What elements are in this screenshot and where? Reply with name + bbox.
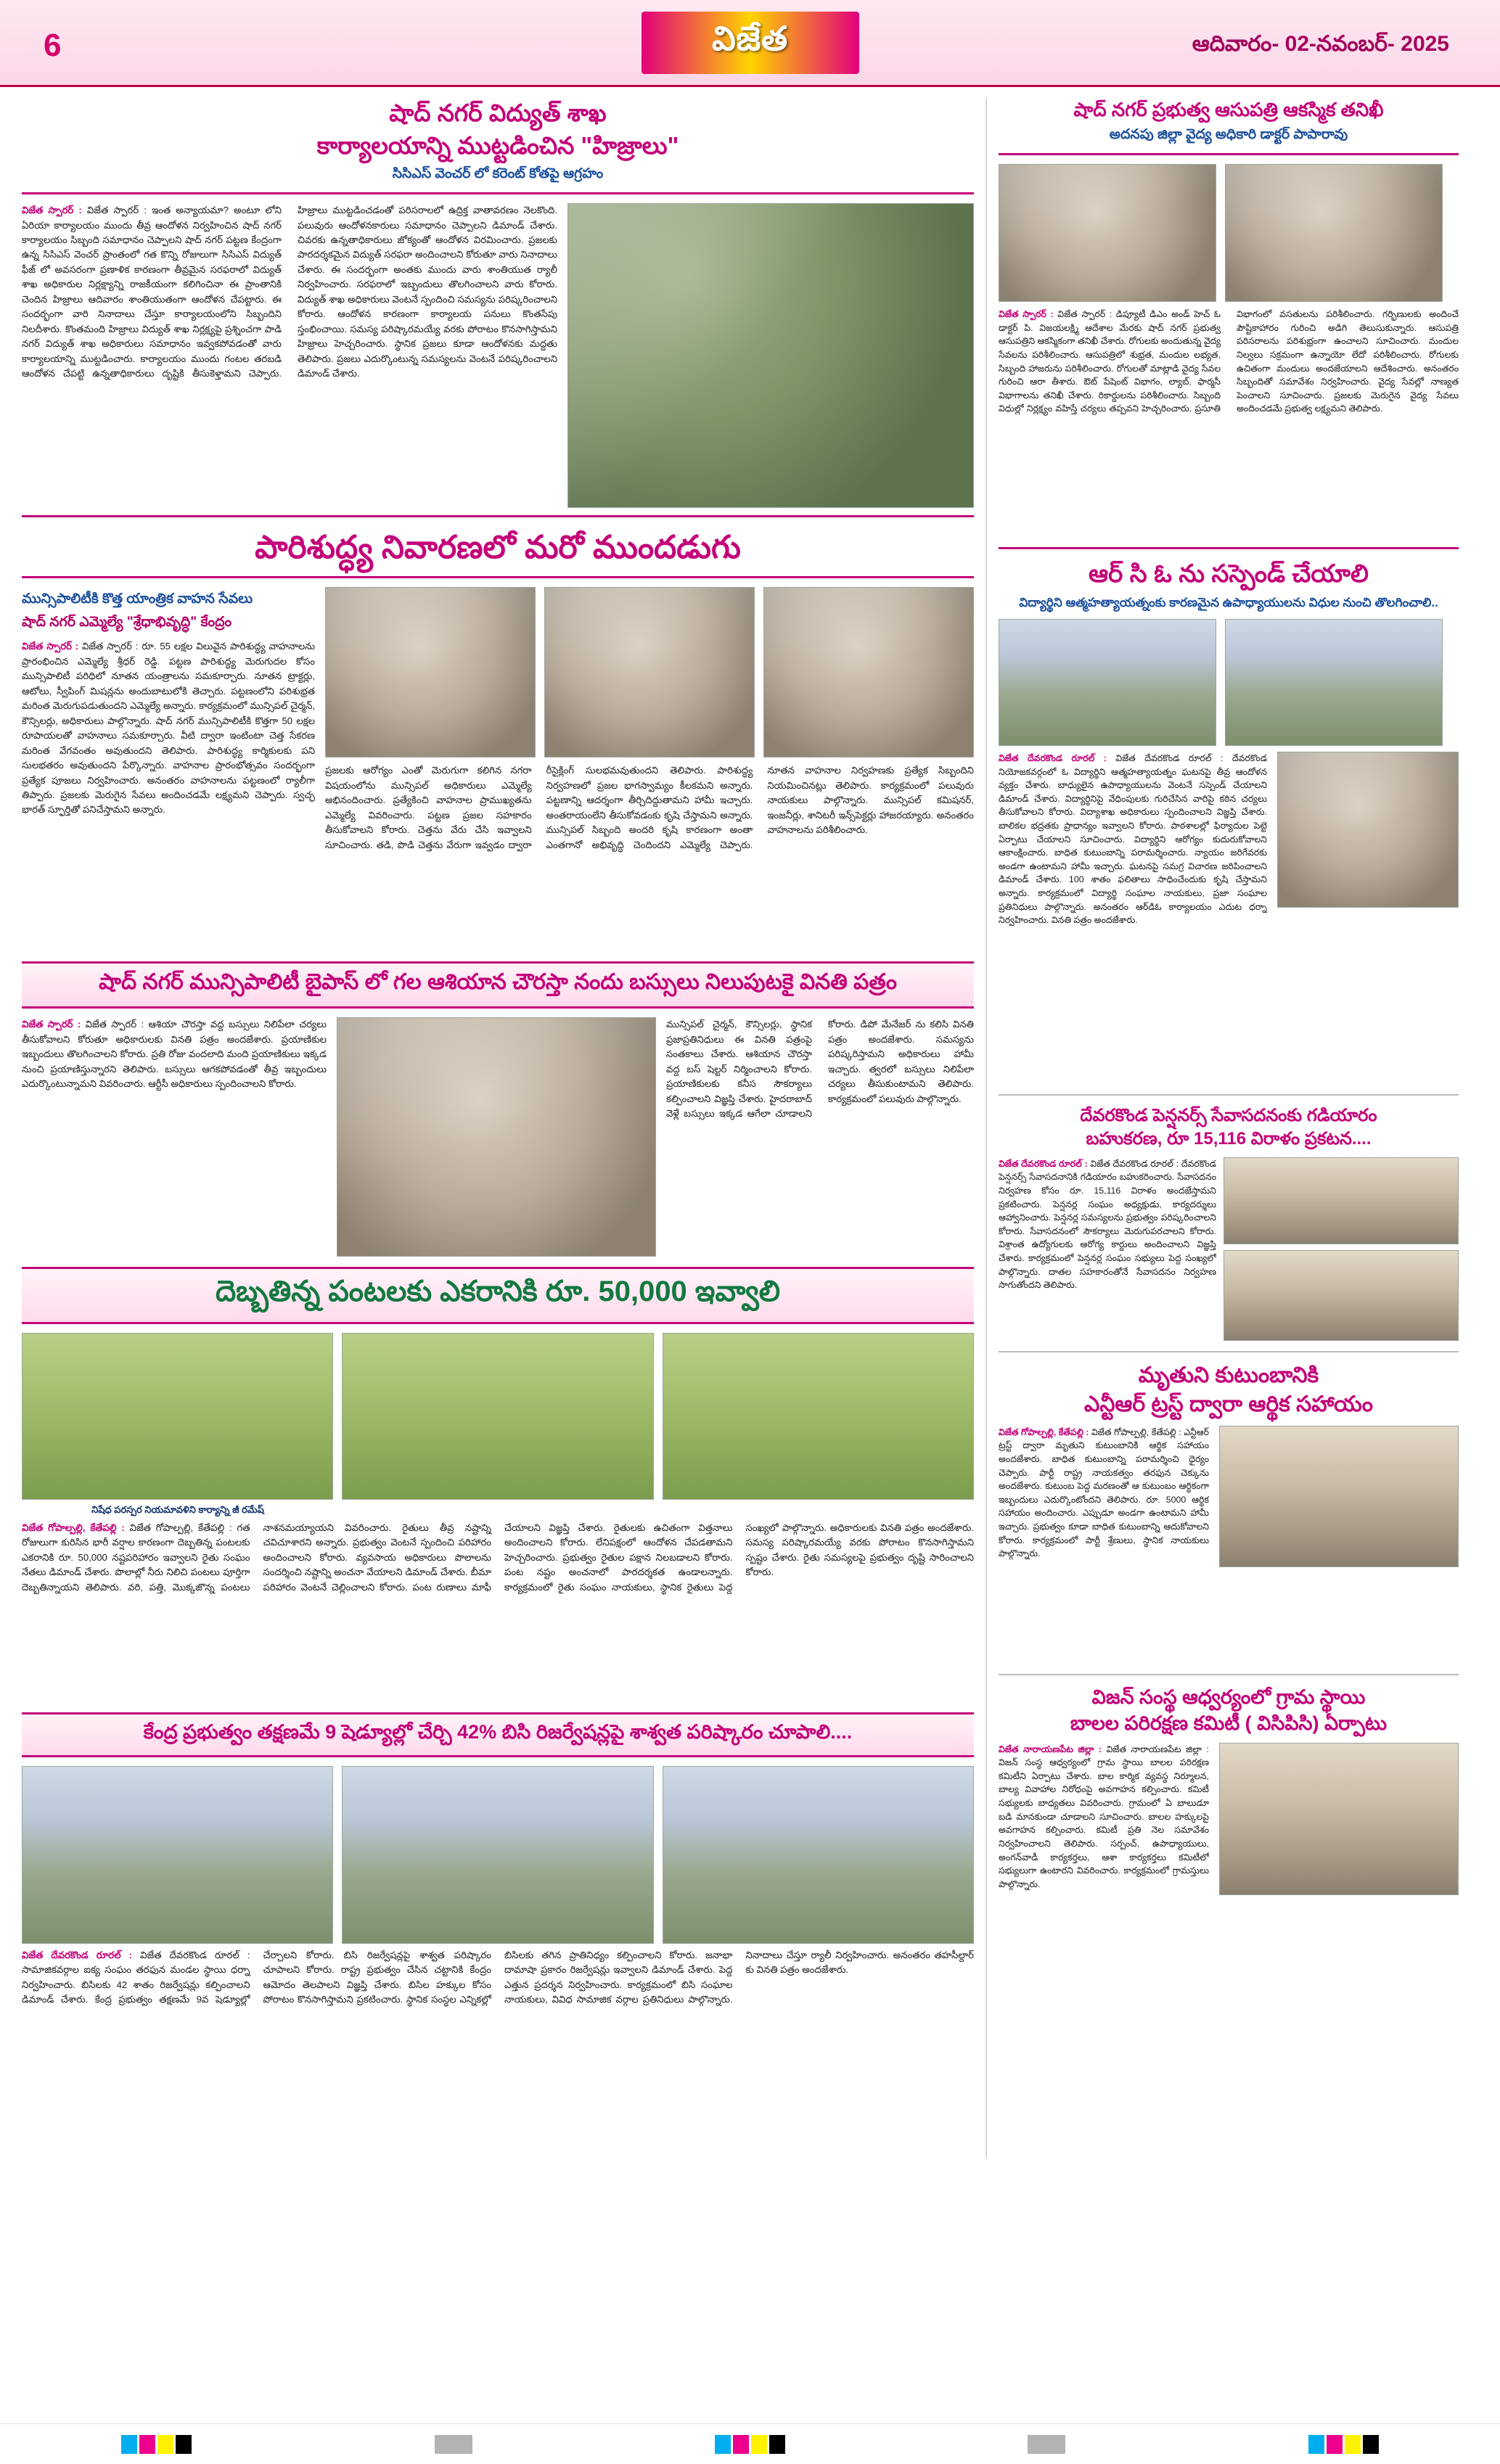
color-swatch-cyan <box>715 2435 731 2454</box>
byline: విజేత స్పారర్ : <box>999 309 1054 320</box>
cb-group-center <box>715 2435 785 2454</box>
grey-patch <box>435 2435 472 2454</box>
article-photo <box>544 587 755 757</box>
banner <box>22 1267 974 1324</box>
article-body-col1: విజేత గోపాల్పల్లి, కేతేపల్లి : గత రోజులుగా కురిసిన భారీ వర్షాల కారణంగా దెబ్బతిన్న పంటలకు ఎకరానికి రూ. 50,000 నష్టపరిహారం ఇవ్వాలని రైతు సంఘం నేతలు డిమాండ్ చేశారు. పొలాల్లో నీరు నిలిచి పంటలు పూర్తిగా దెబ్బతిన్నాయని తెలిపారు. వరి, పత్తి, మొక్కజొన్న పంటలు నాశనమయ్యాయని వివరించారు. <box>22 1522 392 1593</box>
color-swatch-yellow <box>751 2435 767 2454</box>
article-photo <box>663 1766 974 1944</box>
headline-line-2: విద్యార్థిని ఆత్మహత్యాయత్నంకు కారణమైన ఉపాధ్యాయులను విధుల నుంచి తొలగించాలి.. <box>1019 595 1438 609</box>
article-photo <box>342 1766 653 1944</box>
article-body-col2: ప్రజలకు ఆరోగ్యం ఎంతో మెరుగుగా కలిగిన నగరా విషయంలోను మున్సిపల్ అధికారులు ఎమ్మెల్యే అభినందించారు. ప్రత్యేకించి వాహనాల ప్రాముఖ్యతను ఎమ్మెల్యే వివరించారు. పట్టణ ప్రజల సహకారం తీసుకోవాలని కోరారు. చెత్తను వేరు చేసి ఇవ్వాలని సూచించారు. తడి, పొడి చెత్తను వేరుగా ఇవ్వడం ద్వారా రీసైక్లింగ్ సులభమవుతుందని తెలిపారు. పారిశుద్ధ్య నిర్వహణలో ప్రజల భాగస్వామ్యం కీలకమని అన్నారు. పట్టణాన్ని ఆదర్శంగా తీర్చిదిద్దుతామని హామీ ఇచ్చారు. <box>325 765 753 850</box>
color-swatch-yellow <box>157 2435 173 2454</box>
article-body: విజేత దేవరకొండ రూరల్ : దేవరకొండ పెన్షనర్స్ సేవాసదనానికి గడియారం బహుకరించారు. సేవాసదనం నిర్వహణ కోసం రూ. 15,116 విరాళం అందజేస్తామని ప్రకటించారు. పెన్షనర్ల సంఘం అధ్యక్షుడు, కార్యదర్శులు ఆహ్వానించారు. పెన్షనర్ల సమస్యలను ప్రభుత్వం పరిష్కరించాలని కోరారు. సేవాసదనంలో సౌకర్యాలు మెరుగుపరచాలని కోరారు. విశ్రాంత ఉద్యోగులకు ఆరోగ్య కార్డులు అందించాలని విజ్ఞప్తి చేశారు. కార్యక్రమంలో పెన్షనర్ల సంఘం సభ్యులు పెద్ద సంఖ్యలో పాల్గొన్నారు. దాతల సహకారంతోనే సేవాసదనం నిర్వహణ సాగుతోందని తెలిపారు. <box>999 1158 1216 1291</box>
headline-line-1: షాద్ నగర్ విద్యుత్ శాఖ <box>389 99 607 126</box>
photo-caption: నిషేధ పరస్పర నియమావళిని కార్యాన్ని జీ రమేష్ <box>91 1504 264 1516</box>
newspaper-logo <box>642 12 859 74</box>
main-column <box>22 97 987 2159</box>
article-photo <box>1277 752 1459 908</box>
divider <box>999 547 1459 549</box>
divider <box>999 1674 1459 1675</box>
masthead <box>0 0 1500 87</box>
article-sanitation-vehicles <box>22 526 974 951</box>
article-body-col2: మున్సిపల్ చైర్మన్, కౌన్సిలర్లు, స్థానిక ప్రజాప్రతినిధులు ఈ వినతి పత్రంపై సంతకాలు చేశారు. ఆశియాన చౌరస్తా వద్ద బస్ షెల్టర్ నిర్మించాలని కోరారు. ప్రయాణికులకు కనీస సౌకర్యాలు కల్పించాలని విజ్ఞప్తి చేశారు. హైదరాబాద్ వెళ్లే బస్సులు ఇక్కడ ఆగేలా చూడాలని కోరారు. <box>666 1019 856 1120</box>
article-body-col1: విజేత స్పారర్ : రూ. 55 లక్షల విలువైన పారిశుద్ధ్య వాహనాలను ప్రారంభించిన ఎమ్మెల్యే శ్రీధర్ రెడ్డి. పట్టణ పారిశుద్ధ్య మెరుగుదల కోసం మున్సిపాలిటీ పరిధిలో నూతన యంత్రాలను సమకూర్చారు. నూతన ట్రాక్టర్లు, ఆటోలు, స్వీపింగ్ మిషన్లను అందుబాటులోకి తెచ్చారు. పట్టణంలోని పరిశుభ్రత మరింత మెరుగుపడుతుందని ఎమ్మెల్యే అన్నారు. కార్యక్రమంలో మున్సిపల్ చైర్మన్, కౌన్సిలర్లు, అధికారులు పాల్గొన్నారు. షాద్ నగర్ మున్సిపాలిటీకి కొత్తగా 50 లక్షల రూపాయలతో వాహనాలు సమకూర్చారు. వీటి ద్వారా ఇంటింటా చెత్త సేకరణ మరింత వేగవంతం అవుతుందని తెలిపారు. పారిశుద్ధ్య కార్మికులకు పని సులభతరం అవుతుందని పేర్కొన్నారు. వాహనాల ప్రారంభోత్సవం సందర్భంగా ప్రత్యేక పూజలు నిర్వహించారు. అనంతరం వాహనాలను పట్టణంలో ర్యాలీగా తిప్పారు. ప్రజలకు మెరుగైన సేవలు అందించడమే లక్ష్యమని చెప్పారు. స్వచ్ఛ భారత్ స్ఫూర్తితో పనిచేస్తామని అన్నారు. <box>22 641 315 816</box>
byline: విజేత గోపాల్పల్లి, కేతేపల్లి : <box>999 1426 1089 1437</box>
article-body-col3: స్థానిక సంస్థల ఎన్నికల్లో బిసిలకు తగిన ప్రాతినిధ్యం కల్పించాలని కోరారు. జనాభా దామాషా ప్రకారం రిజర్వేషన్లు ఇవ్వాలని డిమాండ్ చేశారు. పెద్ద ఎత్తున ప్రదర్శన నిర్వహించారు. <box>406 1950 733 2005</box>
headline: షాద్ నగర్ ప్రభుత్వ ఆసుపత్రి ఆకస్మిక తనిఖీ <box>1073 99 1384 120</box>
article-crop-compensation <box>22 1267 974 1702</box>
color-swatch-magenta <box>733 2435 749 2454</box>
byline: విజేత స్పారర్ : <box>22 205 82 216</box>
banner-headline: కేంద్ర ప్రభుత్వం తక్షణమే 9 షెడ్యూల్లో చేర్చి 42% బిసి రిజర్వేషన్లపై శాశ్వత పరిష్కారం చూపాలి.... <box>143 1721 853 1744</box>
divider <box>22 192 974 194</box>
article-body-col3: డిపో మేనేజర్ ను కలిసి వినతి పత్రం అందజేశారు. సమస్యను పరిష్కరిస్తామని అధికారులు హామీ ఇచ్చారు. త్వరలో బస్సులు నిలిపేలా చర్యలు తీసుకుంటామని తెలిపారు. కార్యక్రమంలో పలువురు పాల్గొన్నారు. <box>828 1019 974 1104</box>
banner <box>22 1712 974 1757</box>
banner-headline: షాద్ నగర్ మున్సిపాలిటీ బైపాస్ లో గల ఆశియాన చౌరస్తా నందు బస్సులు నిలుపుటకై వినతి పత్రం <box>99 970 897 995</box>
issue-date: ఆదివారం- 02-నవంబర్- 2025 <box>1192 32 1449 56</box>
article-body: విజేత గోపాల్పల్లి, కేతేపల్లి : ఎన్టీఆర్ ట్రస్ట్ ద్వారా మృతుని కుటుంబానికి ఆర్థిక సహాయం అందజేశారు. బాధిత కుటుంబాన్ని పరామర్శించి ధైర్యం చెప్పారు. పార్టీ రాష్ట్ర నాయకత్వం తరఫున చెక్కును అందజేశారు. కుటుంబ పెద్ద మరణంతో ఆ కుటుంబం ఆర్థికంగా ఇబ్బందులు ఎదుర్కొంటోందని తెలిపారు. రూ. 5000 ఆర్థిక సహాయం అందించారు. ఎప్పుడూ అండగా ఉంటామని హామీ ఇచ్చారు. ప్రభుత్వం కూడా బాధిత కుటుంబాన్ని ఆదుకోవాలని కోరారు. కార్యక్రమంలో పార్టీ శ్రేణులు, స్థానిక నాయకులు పాల్గొన్నారు. <box>999 1426 1209 1559</box>
article-body-col3: అంతరాయంలేని తీసుకోవడంకు కృషి చేస్తామని అన్నారు. మున్సిపల్ సిబ్బంది అందరి కృషి కారణంగా అంతా ఎంతగానో అభివృద్ధి చెందిందని ఎమ్మెల్యే చెప్పారు. నూతన వాహనాల నిర్వహణకు ప్రత్యేక సిబ్బందిని నియమించినట్లు తెలిపారు. కార్యక్రమంలో పలువురు నాయకులు పాల్గొన్నారు. మున్సిపల్ కమిషనర్, ఇంజనీర్లు, శానిటరీ ఇన్స్‌పెక్టర్లు హాజరయ్యారు. అనంతరం వాహనాలను పరిశీలించారు. <box>546 765 974 850</box>
byline: విజేత నారాయణపేట జిల్లా : <box>999 1744 1102 1754</box>
byline: విజేత దేవరకొండ రూరల్ : <box>999 752 1107 763</box>
grey-patch <box>1028 2435 1065 2454</box>
article-bus-stop-petition <box>22 961 974 1257</box>
color-swatch-black <box>1363 2435 1379 2454</box>
byline: విజేత గోపాల్పల్లి, కేతేపల్లి : <box>22 1522 125 1534</box>
article-photo <box>325 587 536 757</box>
article-photo <box>1225 619 1443 746</box>
article-photo <box>1219 1426 1459 1567</box>
article-photo <box>567 203 974 508</box>
divider <box>999 1094 1459 1096</box>
article-hijras-protest <box>22 97 974 508</box>
banner <box>22 961 974 1009</box>
headline-line-1: ఆర్ సి ఓ ను సస్పెండ్ చేయాలి <box>1089 560 1369 588</box>
page-number: 6 <box>44 28 62 63</box>
color-swatch-black <box>176 2435 192 2454</box>
article-rco-suspension <box>999 558 1459 1085</box>
banner-headline: దెబ్బతిన్న పంటలకు ఎకరానికి రూ. 50,000 ఇవ్వాలి <box>215 1276 781 1308</box>
byline: విజేత స్పారర్ : <box>22 641 79 652</box>
divider <box>999 153 1459 155</box>
article-photo <box>337 1017 656 1257</box>
headline-line-1: విజన్ సంస్థ ఆధ్వర్యంలో గ్రామ స్థాయి <box>1091 1685 1366 1708</box>
article-body: విజేత దేవరకొండ రూరల్ : దేవరకొండ నియోజకవర్గంలో ఓ విద్యార్థిని ఆత్మహత్యాయత్నం ఘటనపై తీవ్ర ఆందోళన వ్యక్తం చేశారు. బాధ్యులైన ఉపాధ్యాయులను వెంటనే సస్పెండ్ చేయాలని డిమాండ్ చేశారు. విద్యార్థినిపై వేధింపులకు గురిచేసిన వారిపై కఠిన చర్యలు తీసుకోవాలని కోరారు. విద్యాశాఖ అధికారులు స్పందించాలని విజ్ఞప్తి చేశారు. బాలికల భద్రతకు ప్రాధాన్యం ఇవ్వాలని కోరారు. పాఠశాలల్లో ఫిర్యాదుల పెట్టె ఏర్పాటు చేయాలని సూచించారు. విద్యార్థిని ఆరోగ్యం కుదురుకోవాలని ఆకాంక్షించారు. బాధిత కుటుంబాన్ని పరామర్శించారు. న్యాయం జరిగేవరకు అండగా ఉంటామని హామీ ఇచ్చారు. ఘటనపై సమగ్ర విచారణ జరిపించాలని డిమాండ్ చేశారు. 100 శాతం ఫలితాలు సాధించేందుకు కృషి చేస్తామని అన్నారు. కార్యక్రమంలో విద్యార్థి సంఘాల నాయకులు, ప్రజా సంఘాల ప్రతినిధులు పాల్గొన్నారు. అనంతరం ఆర్‌డిఓ కార్యాలయం ఎదుట ధర్నా నిర్వహించారు. వినతి పత్రం అందజేశారు. <box>999 752 1267 926</box>
article-photo <box>999 619 1216 746</box>
article-photo <box>22 1766 333 1944</box>
article-body: విజేత స్పారర్ : డిప్యూటీ డిఎం అండ్ హెచ్ ఓ డాక్టర్ పి. విజయలక్ష్మి ఆదేశాల మేరకు షాద్ నగర్ ప్రభుత్వ ఆసుపత్రిని ఆకస్మికంగా తనిఖీ చేశారు. రోగులకు అందుతున్న వైద్య సేవలను పరిశీలించారు. ఆసుపత్రిలో శుభ్రత, మందుల లభ్యత, సిబ్బంది హాజరును పరిశీలించారు. రోగులతో మాట్లాడి వైద్య సేవల గురించి ఆరా తీశారు. ఔట్ పేషెంట్ విభాగం, ల్యాబ్, ఫార్మసీ విభాగాలను తనిఖీ చేశారు. రికార్డులను పరిశీలించారు. సిబ్బంది విధుల్లో నిర్లక్ష్యం వహిస్తే చర్యలు తప్పవని హెచ్చరించారు. ప్రసూతి విభాగంలో వసతులను పరిశీలించారు. గర్భిణులకు అందించే పౌష్టికాహారం గురించి అడిగి తెలుసుకున్నారు. ఆసుపత్రి పరిసరాలను పరిశుభ్రంగా ఉంచాలని సూచించారు. మందుల నిల్వలు సక్రమంగా ఉన్నాయో లేదో పరిశీలించారు. రోగులకు ఉచితంగా మందులు అందజేయాలని ఆదేశించారు. అనంతరం సిబ్బందితో సమావేశం నిర్వహించారు. వైద్య సేవల్లో నాణ్యత పెంచాలని సూచించారు. ప్రజలకు మెరుగైన వైద్య సేవలు అందించడమే ప్రభుత్వ లక్ష్యమని తెలిపారు. <box>999 309 1459 414</box>
article-body: విజేత నారాయణపేట జిల్లా : విజన్ సంస్థ ఆధ్వర్యంలో గ్రామ స్థాయి బాలల పరిరక్షణ కమిటీని ఏర్పాటు చేశారు. బాల కార్మిక వ్యవస్థ నిర్మూలన, బాల్య వివాహాల నిరోధంపై అవగాహన కల్పించారు. కమిటీ సభ్యులకు బాధ్యతలు వివరించారు. గ్రామంలో ఏ బాలుడూ బడి మానకుండా చూడాలని సూచించారు. బాలల హక్కులపై అవగాహన కల్పించారు. కమిటీ ప్రతి నెల సమావేశం నిర్వహించాలని తెలిపారు. సర్పంచ్, ఉపాధ్యాయులు, అంగన్‌వాడీ కార్యకర్తలు, ఆశా కార్యకర్తలు కమిటీలో సభ్యులుగా ఉంటారని వివరించారు. కార్యక్రమంలో గ్రామస్తులు పాల్గొన్నారు. <box>999 1744 1209 1889</box>
color-swatch-magenta <box>139 2435 155 2454</box>
article-body-col3: పంట రుణాలు మాఫీ చేయాలని విజ్ఞప్తి చేశారు. రైతులకు ఉచితంగా విత్తనాలు అందించాలని కోరారు. లేనిపక్షంలో ఆందోళన చేపడతామని హెచ్చరించారు. ప్రభుత్వం రైతుల పక్షాన నిలబడాలని కోరారు. పంట నష్టం అంచనాలో పారదర్శకత ఉండాలన్నారు. <box>412 1522 733 1593</box>
byline: విజేత దేవరకొండ రూరల్ : <box>999 1158 1088 1169</box>
article-body-col4: కార్యక్రమంలో రైతు సంఘం నాయకులు, స్థానిక రైతులు పెద్ద సంఖ్యలో పాల్గొన్నారు. అధికారులకు వినతి పత్రం అందజేశారు. సమస్య పరిష్కారమయ్యే వరకు పోరాటం కొనసాగిస్తామని స్పష్టం చేశారు. రైతు సమస్యలపై ప్రభుత్వం దృష్టి సారించాలని కోరారు. <box>504 1522 974 1593</box>
sub-headline-1: మున్సిపాలిటీకి కొత్త యాంత్రిక వాహన సేవలు <box>22 591 253 607</box>
color-swatch-magenta <box>1327 2435 1343 2454</box>
color-registration-bars <box>0 2423 1500 2464</box>
color-swatch-black <box>769 2435 785 2454</box>
sub-headline: సిసిఎస్ వెంచర్ లో కరెంట్ కోతపై ఆగ్రహం <box>392 166 604 182</box>
byline: విజేత దేవరకొండ రూరల్ : <box>22 1950 133 1961</box>
divider <box>22 576 974 578</box>
article-body-col2: బిసి రిజర్వేషన్లపై శాశ్వత పరిష్కారం చూపాలని కోరారు. రాష్ట్ర ప్రభుత్వం చేసిన చట్టానికి కేంద్రం ఆమోదం తెలపాలని విజ్ఞప్తి చేశారు. బిసిల హక్కుల కోసం పోరాటం కొనసాగిస్తామని ప్రకటించారు. <box>263 1950 491 2005</box>
article-photo <box>1219 1743 1459 1895</box>
headline-line-2: ఎన్టీఆర్ ట్రస్ట్ ద్వారా ఆర్థిక సహాయం <box>1084 1392 1373 1417</box>
cb-group-right <box>1308 2435 1379 2454</box>
article-body: విజేత స్పారర్ : ఇంత అన్యాయమా? అంటూ లోని ఏరియా కార్యాలయం ముందు తీవ్ర ఆందోళన నిర్వహించిన షాద్ నగర్ కార్యాలయం సిబ్బంది సమాధానం చెప్పాలని షాద్ నగర్ పట్టణ కేంద్రంగా ఉన్న సిసిఎస్ వెంచర్ ప్రాంతంలో గత కొన్ని రోజులుగా సిసిఎస్ విద్యుత్ ఫీజ్ లో అవసరంగా ప్రణాళిక కారణంగా తీవ్రమైన సరఫరాలో విద్యుత్ శాఖ అధికారుల నిర్లక్ష్యాన్ని రాజకీయంగా కలిగించినా ఈ ప్రాంతానికి చెందిన హిజ్రాలు ఆదివారం శాంతియుతంగా ఆందోళన చేపట్టారు. ఈ సందర్భంగా వారి నినాదాలు చేస్తూ కార్యాలయంలోని సిబ్బందిని నిలదీశారు. కొంతమంది హిజ్రాలు విద్యుత్ శాఖ నిర్లక్ష్యపై ప్రశ్నించగా పాడి నగర్ విద్యుత్ శాఖ అధికారులు సమాధానం ఇవ్వకపోవడంతో వారు కార్యాలయాన్ని ముట్టడించారు. కార్యాలయం ముందు గంటల తరబడి ఆందోళన చేపట్టి ఉన్నతాధికారులు దృష్టికి తీసుకెళ్తామని చెప్పారు. హిజ్రాలు ముట్టడించడంతో పరిసరాలలో ఉద్రిక్త వాతావరణం నెలకొంది. పలువురు ఆందోళనకారులు సమాధానం చెప్పాలని డిమాండ్ చేశారు. చివరకు ఉన్నతాధికారులు జోక్యంతో ఆందోళన విరమించారు. ప్రజలకు పారదర్శకమైన విద్యుత్ సరఫరా అందించాలని కోరుతూ వారు నినాదాలు చేశారు. ఈ సందర్భంగా అంతకు ముందు వారు శాంతియుత ర్యాలీ నిర్వహించారు. సరఫరాలో ఇబ్బందులు తొలగించాలని వారు కోరారు. విద్యుత్ శాఖ అధికారులు వెంటనే స్పందించి సమస్యను పరిష్కరించాలని కోరారు. ఆందోళన కారణంగా కార్యాలయ పనులు కొంతసేపు స్తంభించాయి. సమస్య పరిష్కారమయ్యే వరకు పోరాటం కొనసాగిస్తామని హిజ్రాలు హెచ్చరించారు. స్థానిక ప్రజలు కూడా ఆందోళనకు మద్దతు తెలిపారు. ప్రజలు ఎదుర్కొంటున్న సమస్యలను వెంటనే పరిష్కరించాలని డిమాండ్ చేశారు. <box>22 205 557 379</box>
article-body-col2: రైతులు తీవ్ర నష్టాన్ని చవిచూశారని అన్నారు. ప్రభుత్వం వెంటనే స్పందించి పరిహారం అందించాలని కోరారు. వ్యవసాయ అధికారులు పొలాలను సందర్శించి నష్టాన్ని అంచనా వేయాలని డిమాండ్ చేశారు. బీమా పరిహారం వెంటనే చెల్లించాలని కోరారు. <box>263 1522 491 1593</box>
logo-text: విజేత <box>711 19 789 57</box>
sub-headline: అదనపు జిల్లా వైద్య అధికారి డాక్టర్ పాపారావు <box>1109 127 1348 143</box>
article-ntr-trust-aid <box>999 1361 1459 1665</box>
article-photo <box>1224 1250 1459 1341</box>
article-hospital-inspection <box>999 97 1459 540</box>
color-swatch-yellow <box>1345 2435 1361 2454</box>
cb-group-left <box>121 2435 192 2454</box>
byline: విజేత స్పారర్ : <box>22 1019 81 1030</box>
article-photo <box>663 1333 974 1500</box>
article-photo <box>22 1333 333 1500</box>
headline-line-1: మృతుని కుటుంబానికి <box>1138 1363 1319 1387</box>
article-bc-reservation <box>22 1712 974 2151</box>
divider <box>22 515 974 517</box>
headline-line-2: కార్యాలయాన్ని ముట్టడించిన "హిజ్రాలు" <box>316 131 679 159</box>
article-child-protection-committee <box>999 1684 1459 1982</box>
headline-line-2: బహుకరణ, రూ 15,116 విరాళం ప్రకటన.... <box>1086 1129 1372 1149</box>
divider <box>999 1351 1459 1352</box>
article-photo <box>999 164 1216 302</box>
right-column <box>987 97 1459 2159</box>
color-swatch-cyan <box>121 2435 137 2454</box>
article-photo <box>1225 164 1443 302</box>
article-photo <box>342 1333 653 1500</box>
article-photo <box>763 587 974 757</box>
color-swatch-cyan <box>1308 2435 1324 2454</box>
article-body-col4: కార్యక్రమంలో బిసి సంఘాల నాయకులు, వివిధ సామాజిక వర్గాల ప్రతినిధులు పాల్గొన్నారు. నినాదాలు చేస్తూ ర్యాలీ నిర్వహించారు. అనంతరం తహసీల్దార్ కు వినతి పత్రం అందజేశారు. <box>504 1950 974 2005</box>
sub-headline-2: షాద్ నగర్ ఎమ్మెల్యే "శ్రేధాభివృద్ధి" కేంద్రం <box>22 615 232 631</box>
article-body-col1: విజేత దేవరకొండ రూరల్ : సామాజికవర్గాల ఐక్య సంఘం తరఫున మండల స్థాయి ధర్నా నిర్వహించారు. బిసిలకు 42 శాతం రిజర్వేషన్లు కల్పించాలని డిమాండ్ చేశారు. కేంద్ర ప్రభుత్వం తక్షణమే 9వ షెడ్యూల్లో చేర్చాలని కోరారు. <box>22 1950 335 2005</box>
article-body-col1: విజేత స్పారర్ : ఆశియా చౌరస్తా వద్ద బస్సులు నిలిపేలా చర్యలు తీసుకోవాలని కోరుతూ అధికారులకు వినతి పత్రం అందజేశారు. ప్రయాణికుల ఇబ్బందులు తొలగించాలని కోరారు. ప్రతి రోజు వందలాది మంది ప్రయాణికులు ఇక్కడ నుంచి ప్రయాణిస్తున్నారని తెలిపారు. బస్సులు ఆగకపోవడంతో తీవ్ర ఇబ్బందులు ఎదుర్కొంటున్నామని వివరించారు. ఆర్టీసీ అధికారులు స్పందించాలని కోరారు. <box>22 1019 327 1090</box>
article-pensioners-clock <box>999 1104 1459 1342</box>
headline-line-1: దేవరకొండ పెన్షనర్స్ సేవాసదనంకు గడియారం <box>1080 1105 1377 1125</box>
article-photo <box>1224 1157 1459 1244</box>
banner-headline: పారిశుద్ధ్య నివారణలో మరో ముందడుగు <box>255 530 741 566</box>
headline-line-2: బాలల పరిరక్షణ కమిటీ ( విసిపిసి) ఏర్పాటు <box>1070 1712 1388 1735</box>
